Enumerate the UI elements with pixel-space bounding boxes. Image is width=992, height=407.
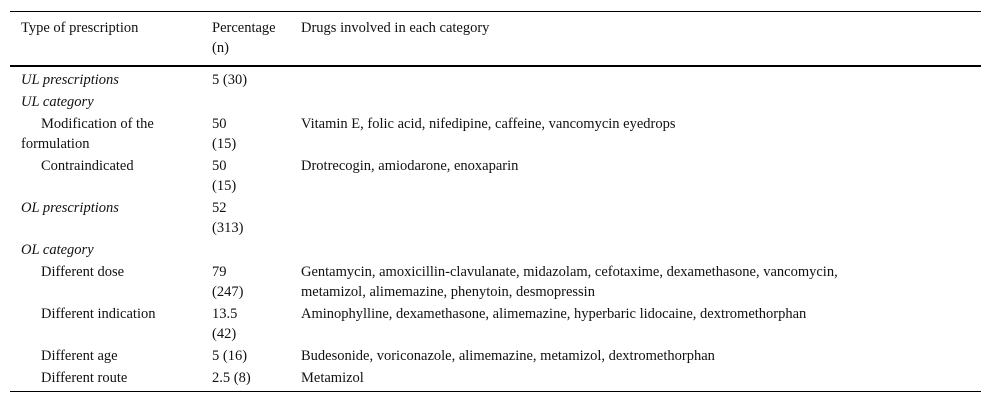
prescription-table — [10, 11, 981, 392]
row-drugs: Metamizol — [301, 370, 364, 386]
table-header-row — [10, 12, 981, 67]
table-row — [10, 303, 981, 345]
row-drugs — [290, 91, 981, 113]
row-type-text: Modification of the formulation — [21, 116, 154, 152]
row-percentage — [201, 303, 290, 345]
table-row — [10, 113, 981, 155]
row-percentage: 5 (30) — [212, 72, 248, 88]
row-percentage-text: 50 (15) — [212, 158, 237, 194]
prescription-table-container — [10, 11, 981, 392]
row-type: OL category — [21, 242, 94, 258]
row-type — [10, 113, 201, 155]
row-type: Different age — [41, 348, 118, 364]
row-drugs — [290, 239, 981, 261]
table-row — [10, 91, 981, 113]
header-drugs: Drugs involved in each category — [301, 20, 490, 36]
row-type: Different dose — [41, 264, 125, 280]
row-type: UL prescriptions — [21, 72, 119, 88]
table-row — [10, 367, 981, 392]
row-type: OL prescriptions — [21, 200, 119, 216]
row-type: Contraindicated — [41, 158, 134, 174]
table-row — [10, 239, 981, 261]
table-row — [10, 155, 981, 197]
row-drugs — [290, 66, 981, 91]
table-row — [10, 197, 981, 239]
row-percentage — [201, 91, 290, 113]
header-percentage: Percentage (n) — [212, 20, 276, 56]
row-drugs: Aminophylline, dexamethasone, alimemazine, hyperbaric lidocaine, dextromethorphan — [301, 306, 807, 322]
table-row — [10, 345, 981, 367]
row-percentage: 5 (16) — [212, 348, 248, 364]
row-drugs-text: Gentamycin, amoxicillin-clavulanate, midazolam, cefotaxime, dexamethasone, vancomycin, metamizol, alimemazine, phenytoin, desmopressin — [301, 264, 838, 300]
row-percentage-text: 52 (313) — [212, 200, 244, 236]
row-percentage: 2.5 (8) — [212, 370, 251, 386]
row-type: Different route — [41, 370, 128, 386]
row-percentage-text: 50 (15) — [212, 116, 237, 152]
row-type: UL category — [21, 94, 94, 110]
row-percentage-text: 79 (247) — [212, 264, 244, 300]
table-row — [10, 261, 981, 303]
row-percentage — [201, 113, 290, 155]
header-type: Type of prescription — [21, 20, 139, 36]
row-percentage — [201, 261, 290, 303]
row-drugs — [290, 261, 981, 303]
row-percentage — [201, 197, 290, 239]
row-drugs: Drotrecogin, amiodarone, enoxaparin — [301, 158, 519, 174]
row-type: Different indication — [41, 306, 156, 322]
table-row — [10, 66, 981, 91]
row-percentage — [201, 155, 290, 197]
row-drugs: Budesonide, voriconazole, alimemazine, metamizol, dextromethorphan — [301, 348, 715, 364]
row-drugs: Vitamin E, folic acid, nifedipine, caffeine, vancomycin eyedrops — [301, 116, 676, 132]
row-percentage — [201, 239, 290, 261]
row-drugs — [290, 197, 981, 239]
row-percentage-text: 13.5 (42) — [212, 306, 238, 342]
